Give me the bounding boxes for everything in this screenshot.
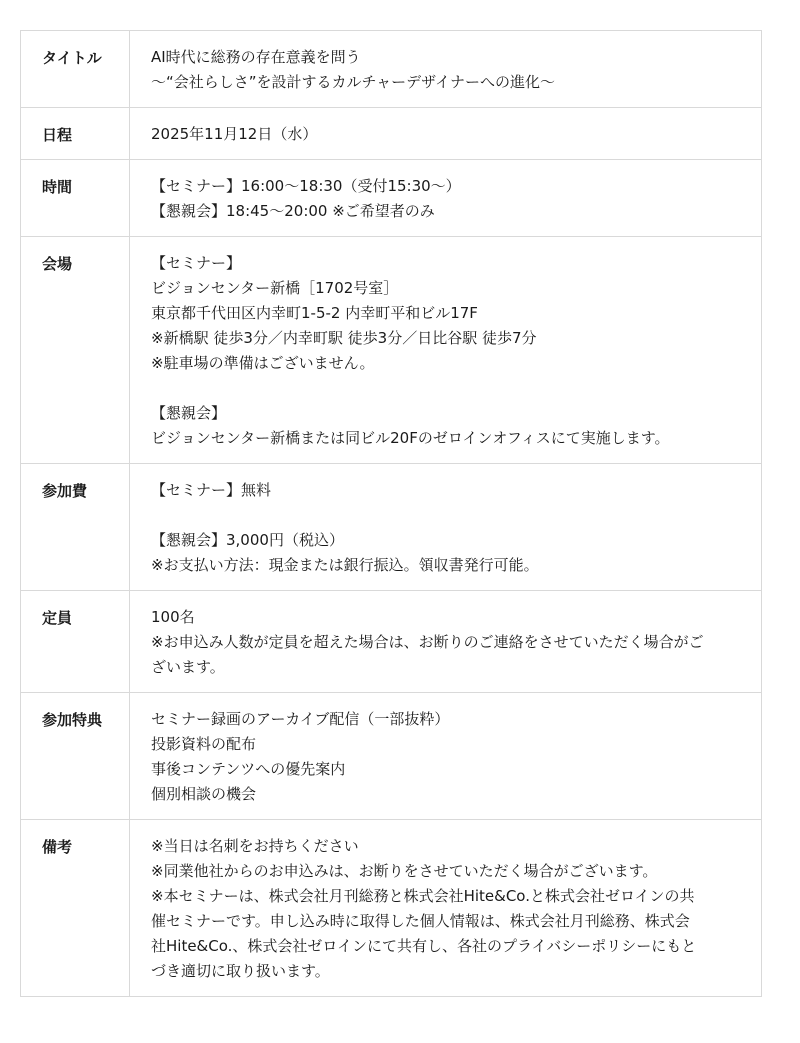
fee-line: 【懇親会】3,000円（税込） bbox=[151, 531, 344, 549]
blank-line bbox=[151, 376, 749, 401]
subtitle-line: 〜“会社らしさ”を設計するカルチャーデザイナーへの進化〜 bbox=[151, 73, 556, 91]
benefit-line: 投影資料の配布 bbox=[151, 735, 257, 753]
row-value bbox=[130, 591, 762, 693]
row-notes bbox=[21, 820, 762, 997]
row-label: 定員 bbox=[21, 591, 130, 693]
row-title bbox=[21, 31, 762, 108]
row-value bbox=[130, 31, 762, 108]
venue-line: ビジョンセンター新橋または同ビル20Fのゼロインオフィスにて実施します。 bbox=[151, 429, 670, 447]
benefit-line: 個別相談の機会 bbox=[151, 785, 257, 803]
row-label: 会場 bbox=[21, 237, 130, 464]
note-line: 社Hite&Co.、株式会社ゼロインにて共有し、各社のプライバシーポリシーにもと bbox=[151, 937, 697, 955]
date-line: 2025年11月12日（水） bbox=[151, 125, 318, 143]
venue-line: ビジョンセンター新橋［1702号室］ bbox=[151, 279, 399, 297]
fee-line: ※お支払い方法：現金または銀行振込。領収書発行可能。 bbox=[151, 556, 539, 574]
note-line: ※同業他社からのお申込みは、お断りをさせていただく場合がございます。 bbox=[151, 862, 658, 880]
row-value bbox=[130, 820, 762, 997]
venue-line: ※駐車場の準備はございません。 bbox=[151, 354, 375, 372]
row-label: 参加特典 bbox=[21, 693, 130, 820]
venue-line: 東京都千代田区内幸町1-5-2 内幸町平和ビル17F bbox=[151, 304, 478, 322]
row-value bbox=[130, 464, 762, 591]
row-benefits bbox=[21, 693, 762, 820]
row-value bbox=[130, 108, 762, 160]
time-line: 【セミナー】16:00〜18:30（受付15:30〜） bbox=[151, 177, 461, 195]
row-label: 時間 bbox=[21, 160, 130, 237]
row-label: 参加費 bbox=[21, 464, 130, 591]
row-value bbox=[130, 160, 762, 237]
row-venue bbox=[21, 237, 762, 464]
title-line: AI時代に総務の存在意義を問う bbox=[151, 48, 361, 66]
venue-line: 【懇親会】 bbox=[151, 404, 227, 422]
event-info-table bbox=[20, 30, 762, 997]
note-line: づき適切に取り扱います。 bbox=[151, 962, 330, 980]
row-date bbox=[21, 108, 762, 160]
time-line: 【懇親会】18:45〜20:00 ※ご希望者のみ bbox=[151, 202, 435, 220]
row-capacity bbox=[21, 591, 762, 693]
row-fee bbox=[21, 464, 762, 591]
fee-line: 【セミナー】無料 bbox=[151, 481, 272, 499]
row-label: 備考 bbox=[21, 820, 130, 997]
benefit-line: セミナー録画のアーカイブ配信（一部抜粋） bbox=[151, 710, 450, 728]
capacity-line: ※お申込み人数が定員を超えた場合は、お断りのご連絡をさせていただく場合がご bbox=[151, 633, 704, 651]
venue-line: ※新橋駅 徒歩3分／内幸町駅 徒歩3分／日比谷駅 徒歩7分 bbox=[151, 329, 537, 347]
row-value bbox=[130, 237, 762, 464]
note-line: ※当日は名刺をお持ちください bbox=[151, 837, 359, 855]
row-time bbox=[21, 160, 762, 237]
capacity-line: 100名 bbox=[151, 608, 195, 626]
venue-line: 【セミナー】 bbox=[151, 254, 242, 272]
row-label: タイトル bbox=[21, 31, 130, 108]
capacity-line: ざいます。 bbox=[151, 658, 225, 676]
note-line: 催セミナーです。申し込み時に取得した個人情報は、株式会社月刊総務、株式会 bbox=[151, 912, 690, 930]
note-line: ※本セミナーは、株式会社月刊総務と株式会社Hite&Co.と株式会社ゼロインの共 bbox=[151, 887, 695, 905]
blank-line bbox=[151, 503, 749, 528]
benefit-line: 事後コンテンツへの優先案内 bbox=[151, 760, 346, 778]
row-label: 日程 bbox=[21, 108, 130, 160]
row-value bbox=[130, 693, 762, 820]
